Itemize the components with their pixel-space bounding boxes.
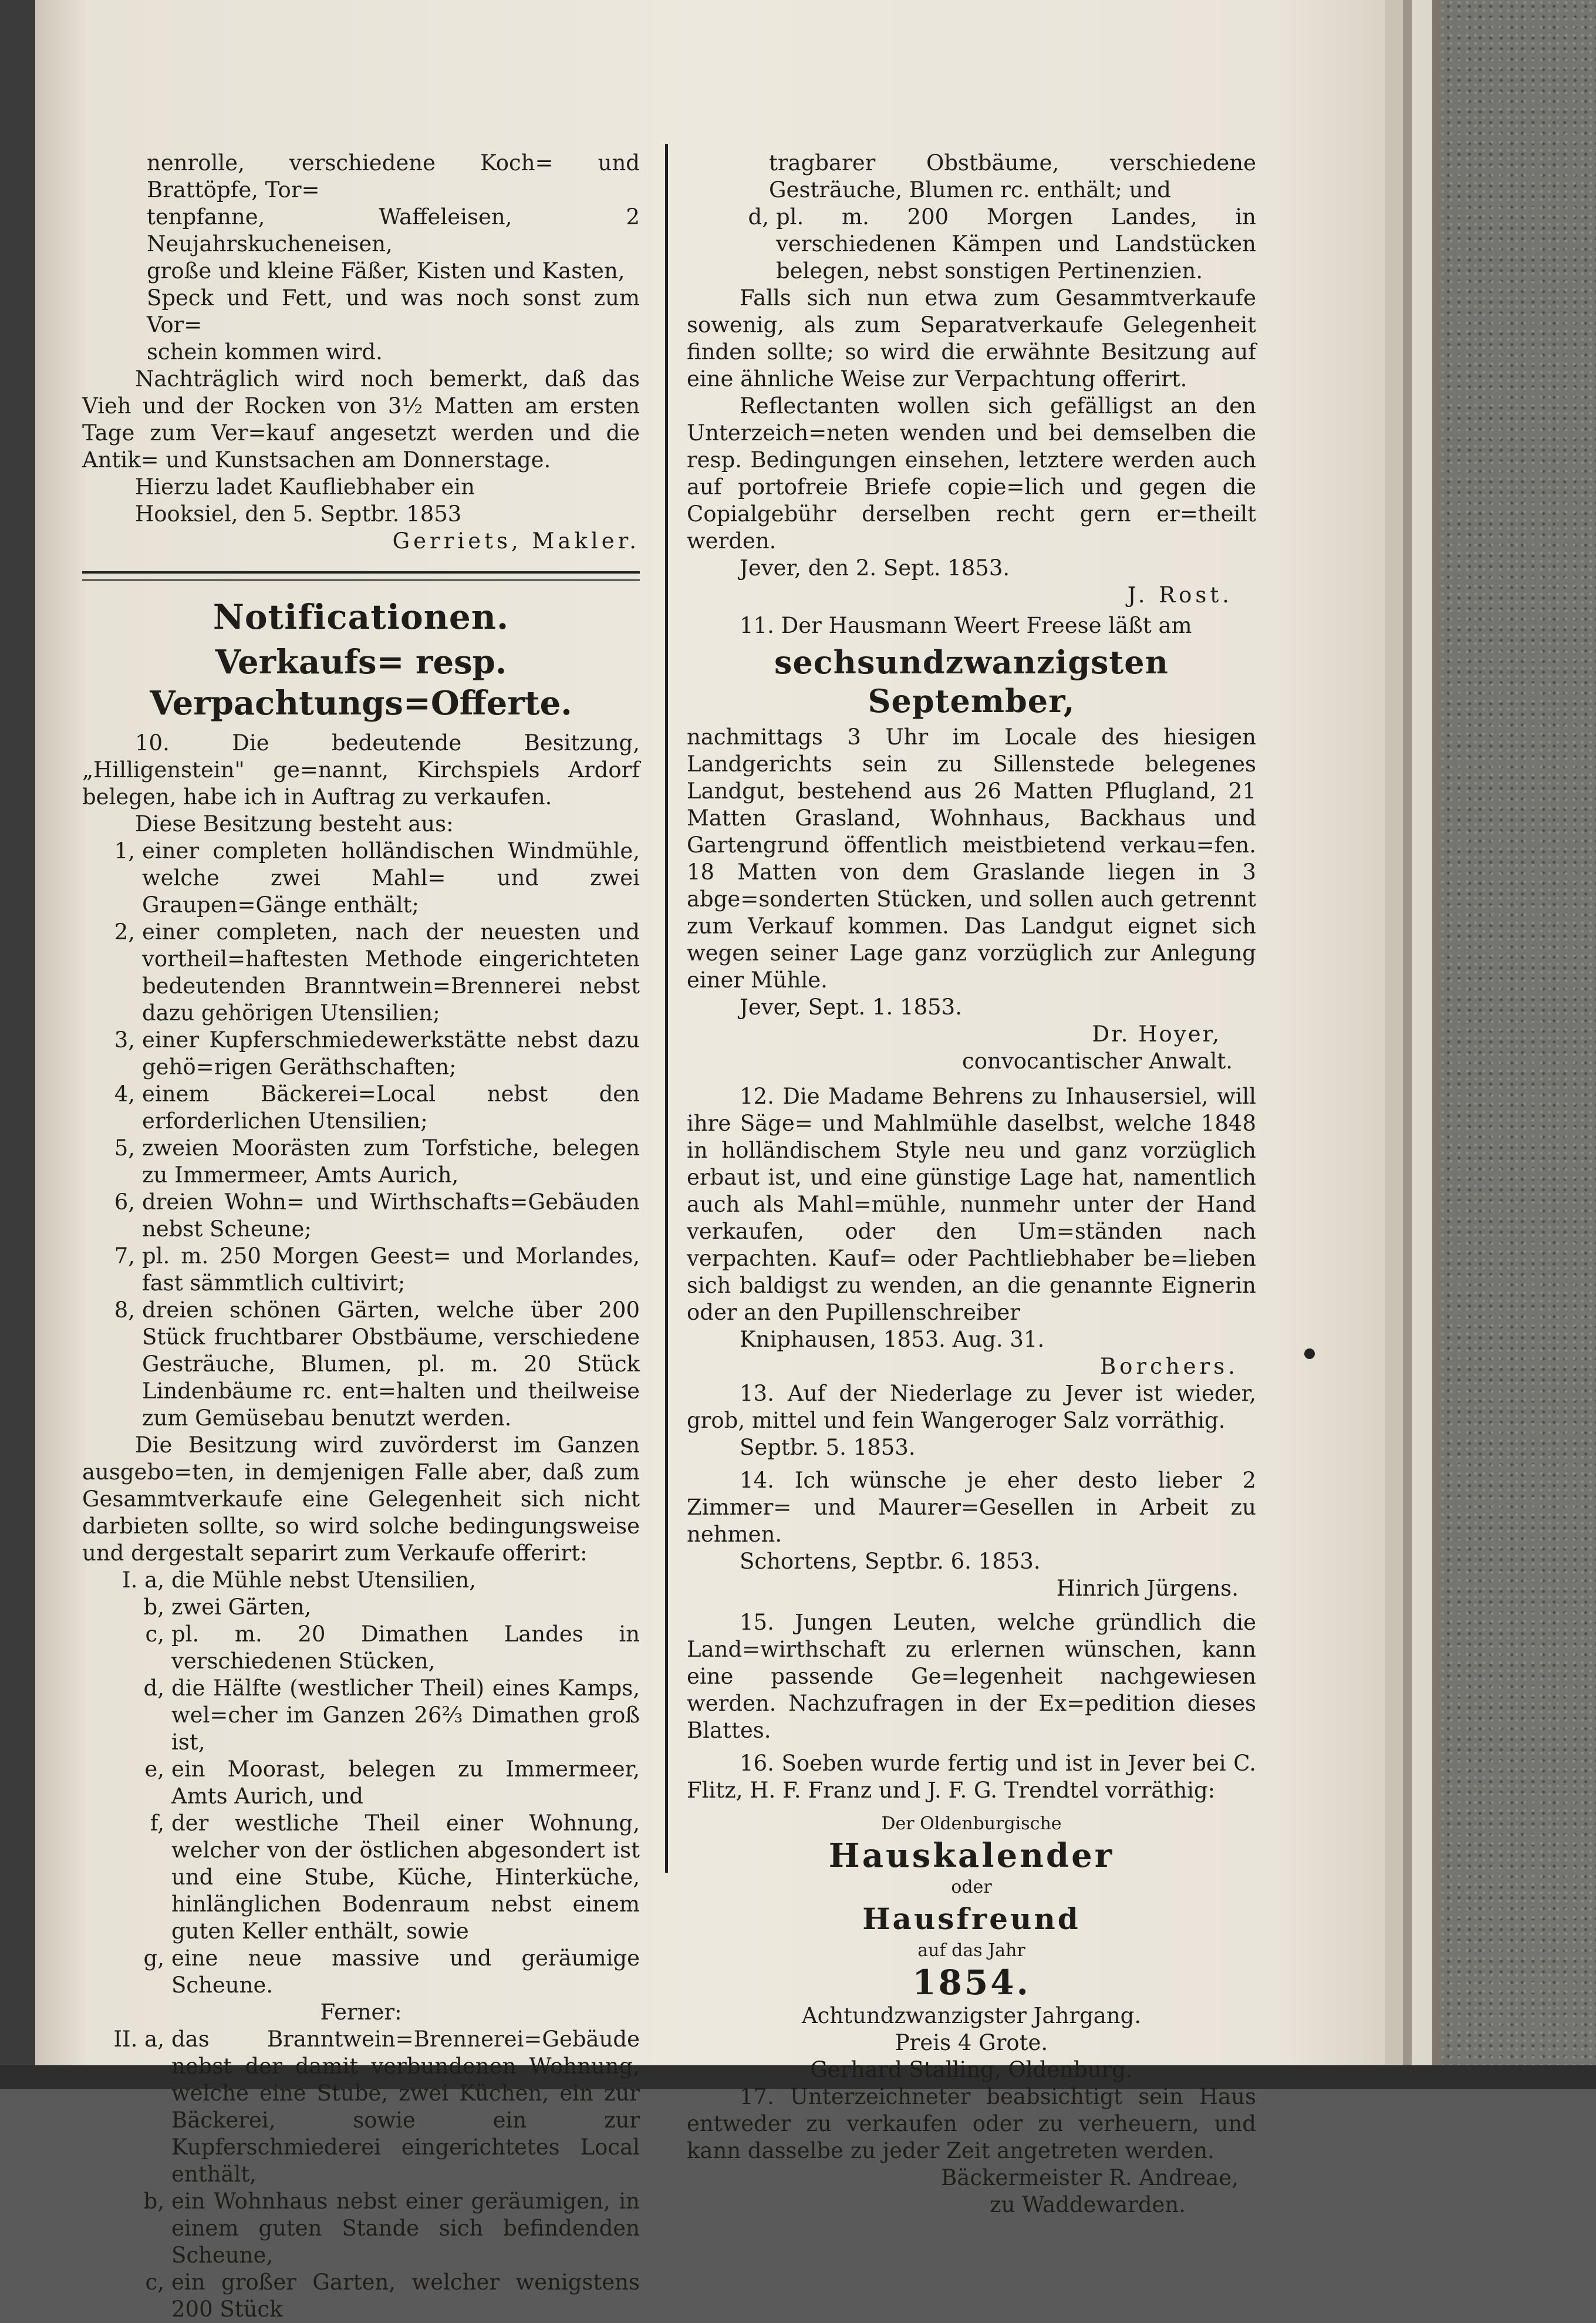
notice-13-date: Septbr. 5. 1853.	[740, 1435, 916, 1460]
list-item: d, pl. m. 200 Morgen Landes, in verschiedenen Kämpen und Landstücken belegen, nebst sonstigen Pertinenzien.	[748, 204, 1256, 284]
auction-place-date: Hooksiel, den 5. Septbr. 1853	[135, 501, 462, 527]
ad-year: 1854.	[912, 1963, 1031, 2002]
notice-12-body: 12. Die Madame Behrens zu Inhausersiel, will ihre Säge= und Mahlmühle daselbst, welche 1848 in holländischem Style neu und ganz vorzüglich erbaut ist, und eine günstige Lage hat, namentlich auch als Mahl=mühle, nunmehr unter der Hand verkaufen, oder den Um=ständen nach verpachten. Kauf= oder Pachtliebhaber be=lieben sich baldigst zu wenden, an die genannte Eignerin oder an den Pupillenschreiber	[687, 1084, 1256, 1325]
right-column	[687, 150, 1256, 2219]
list-item: f, der westliche Theil einer Wohnung, welcher von der östlichen abgesondert ist und eine Stube, Küche, Hinterküche, hinlänglichen Bodenraum nebst einem guten Keller enthält, sowie	[150, 1810, 640, 1944]
auction-signer: Gerriets, Makler.	[392, 528, 640, 554]
ad-price: Preis 4 Grote.	[895, 2030, 1048, 2055]
calendar-advertisement	[687, 1812, 1256, 2083]
section-subheading: Verkaufs= resp. Verpachtungs=Offerte.	[150, 643, 572, 723]
book-binding	[1385, 0, 1596, 2089]
notice-13-body: 13. Auf der Niederlage zu Jever ist wieder, grob, mittel und fein Wangeroger Salz vorräthig.	[687, 1381, 1256, 1433]
list-item: b, zwei Gärten,	[143, 1594, 312, 1620]
left-column	[82, 150, 640, 2323]
list-item: e, ein Moorast, belegen zu Immermeer, Amts Aurich, und	[144, 1756, 640, 1809]
text-line: große und kleine Fäßer, Kisten und Kasten,	[147, 258, 625, 284]
list-item: c, ein großer Garten, welcher wenigstens 200 Stück	[145, 2270, 640, 2322]
text-line: schein kommen wird.	[147, 339, 383, 365]
list-item: 7, pl. m. 250 Morgen Geest= und Morlandes, fast sämmtlich cultivirt;	[114, 1243, 640, 1296]
notice-10-intro: 10. Die bedeutende Besitzung, „Hilligenstein" ge=nannt, Kirchspiels Ardorf belegen, habe ich in Auftrag zu verkaufen.	[82, 730, 640, 810]
notice-10-signer: J. Rost.	[1127, 582, 1233, 608]
ink-spot	[1304, 1348, 1315, 1359]
text-line: tenpfanne, Waffeleisen, 2 Neujahrskucheneisen,	[147, 204, 640, 257]
notice-11-signer: Dr. Hoyer,	[1092, 1021, 1221, 1047]
notice-11-body: nachmittags 3 Uhr im Locale des hiesigen Landgerichts sein zu Sillenstede belegenes Landgut, bestehend aus 26 Matten Pflugland, 21 Matten Grasland, Wohnhaus, Backhaus und Gartengrund öffentlich meistbietend verkau=fen. 18 Matten von dem Graslande liegen in 3 abge=sonderten Stücken, und sollen auch getrennt zum Verkauf kommen. Das Landgut eignet sich wegen seiner Lage ganz vorzüglich zur Anlegung einer Mühle.	[687, 724, 1256, 993]
notice-10-lease: Falls sich nun etwa zum Gesammtverkaufe sowenig, als zum Separatverkaufe Gelegenheit finden sollte; so wird die erwähnte Besitzung auf eine ähnliche Weise zur Verpachtung offerirt.	[687, 285, 1256, 392]
notice-15-body: 15. Jungen Leuten, welche gründlich die Land=wirthschaft zu erlernen wünschen, kann eine passende Ge=legenheit nachgewiesen werden. Nachzufragen in der Ex=pedition dieses Blattes.	[687, 1610, 1256, 1743]
list-item: 3, einer Kupferschmiedewerkstätte nebst dazu gehö=rigen Geräthschaften;	[114, 1027, 640, 1080]
notice-16-body: 16. Soeben wurde fertig und ist in Jever bei C. Flitz, H. F. Franz und J. F. G. Trendtel vorräthig:	[687, 1751, 1256, 1803]
notice-12-signer: Borchers.	[1099, 1354, 1239, 1379]
text-line: nenrolle, verschiedene Koch= und Brattöpfe, Tor=	[147, 150, 640, 203]
property-list	[82, 838, 640, 1432]
separate-offer-list-2	[82, 2026, 640, 2323]
notice-10-continuation: tragbarer Obstbäume, verschiedene Gesträuche, Blumen rc. enthält; und	[769, 150, 1256, 203]
ad-line: oder	[951, 1877, 992, 1897]
list-item: b, ein Wohnhaus nebst einer geräumigen, in einem guten Stande sich befindenden Scheune,	[143, 2189, 640, 2268]
notice-17-signer-place: zu Waddewarden.	[990, 2192, 1186, 2217]
notice-11-date: Jever, Sept. 1. 1853.	[740, 994, 962, 1020]
notice-11-intro: 11. Der Hausmann Weert Freese läßt am	[740, 613, 1192, 638]
ad-line: auf das Jahr	[917, 1940, 1025, 1961]
notice-11-signer-title: convocantischer Anwalt.	[962, 1048, 1233, 1074]
text-line: Speck und Fett, und was noch sonst zum Vor=	[147, 285, 640, 338]
ad-title: Hauskalender	[828, 1836, 1115, 1875]
list-item: g, eine neue massive und geräumige Scheune.	[143, 1946, 640, 1998]
auction-continuation	[82, 150, 640, 366]
ferner-label: Ferner:	[320, 2000, 402, 2025]
auction-note: Nachträglich wird noch bemerkt, daß das Vieh und der Rocken von 3½ Matten am ersten Tage zum Ver=kauf angesetzt werden und die Antik= und Kunstsachen am Donnerstage.	[82, 366, 640, 473]
section-rule	[82, 571, 640, 581]
ad-line: Der Oldenburgische	[881, 1813, 1062, 1834]
ad-edition: Achtundzwanzigster Jahrgang.	[801, 2003, 1142, 2028]
notice-10-offer: Die Besitzung wird zuvörderst im Ganzen ausgebo=ten, in demjenigen Falle aber, daß zum Gesammtverkaufe eine Gelegenheit sich nicht darbieten sollte, so wird solche bedingungsweise und dergestalt separirt zum Verkaufe offerirt:	[82, 1432, 640, 1566]
list-item: 6, dreien Wohn= und Wirthschafts=Gebäuden nebst Scheune;	[114, 1189, 640, 1242]
ad-subtitle: Hausfreund	[862, 1901, 1081, 1936]
notice-10-date: Jever, den 2. Sept. 1853.	[740, 555, 1010, 581]
notice-10-list-intro: Diese Besitzung besteht aus:	[135, 811, 454, 837]
list-item: 4, einem Bäckerei=Local nebst den erforderlichen Utensilien;	[114, 1081, 640, 1134]
list-item: c, pl. m. 20 Dimathen Landes in verschiedenen Stücken,	[145, 1621, 640, 1674]
list-item: II. a, das Branntwein=Brennerei=Gebäude nebst der damit verbundenen Wohnung, welche eine Stube, zwei Küchen, ein zur Bäckerei, sowie ein zur Kupferschmiederei eingerichtetes Local enthält,	[113, 2027, 640, 2187]
list-item: I. a, die Mühle nebst Utensilien,	[122, 1567, 476, 1593]
notice-14-date: Schortens, Septbr. 6. 1853.	[740, 1549, 1041, 1574]
auction-invite: Hierzu ladet Kaufliebhaber ein	[135, 474, 475, 500]
notice-14-signer: Hinrich Jürgens.	[1056, 1576, 1239, 1601]
list-item: d, die Hälfte (westlicher Theil) eines Kamps, wel=cher im Ganzen 26⅔ Dimathen groß ist,	[143, 1675, 640, 1755]
ad-publisher: Gerhard Stalling, Oldenburg.	[810, 2057, 1133, 2082]
notice-11-date-display: sechsundzwanzigsten September,	[774, 643, 1169, 720]
section-heading: Notificationen.	[212, 597, 509, 637]
column-divider	[665, 144, 668, 1873]
notice-17-body: 17. Unterzeichneter beabsichtigt sein Haus entweder zu verkaufen oder zu verheuern, und kann dasselbe zu jeder Zeit angetreten werden.	[687, 2084, 1256, 2163]
notice-17-signer: Bäckermeister R. Andreae,	[941, 2165, 1239, 2190]
list-item: 8, dreien schönen Gärten, welche über 200 Stück fruchtbarer Obstbäume, verschiedene Gesträuche, Blumen, pl. m. 20 Stück Lindenbäume rc. ent=halten und theilweise zum Gemüsebau benutzt werden.	[114, 1297, 640, 1431]
scan-edge-left	[0, 0, 35, 2089]
notice-12-date: Kniphausen, 1853. Aug. 31.	[740, 1327, 1045, 1352]
notice-14-body: 14. Ich wünsche je eher desto lieber 2 Zimmer= und Maurer=Gesellen in Arbeit zu nehmen.	[687, 1468, 1256, 1547]
separate-offer-list-1	[82, 1567, 640, 1999]
notice-10-contact: Reflectanten wollen sich gefälligst an den Unterzeich=neten wenden und bei demselben die resp. Bedingungen einsehen, letztere werden auch auf portofreie Briefe copie=lich und gegen die Copialgebühr derselben recht gern er=theilt werden.	[687, 393, 1256, 554]
list-item: 2, einer completen, nach der neuesten und vortheil=haftesten Methode eingerichteten bedeutenden Branntwein=Brennerei nebst dazu gehörigen Utensilien;	[114, 919, 640, 1026]
list-item: 5, zweien Moorästen zum Torfstiche, belegen zu Immermeer, Amts Aurich,	[114, 1135, 640, 1188]
list-item: 1, einer completen holländischen Windmühle, welche zwei Mahl= und zwei Graupen=Gänge enthält;	[114, 838, 640, 918]
